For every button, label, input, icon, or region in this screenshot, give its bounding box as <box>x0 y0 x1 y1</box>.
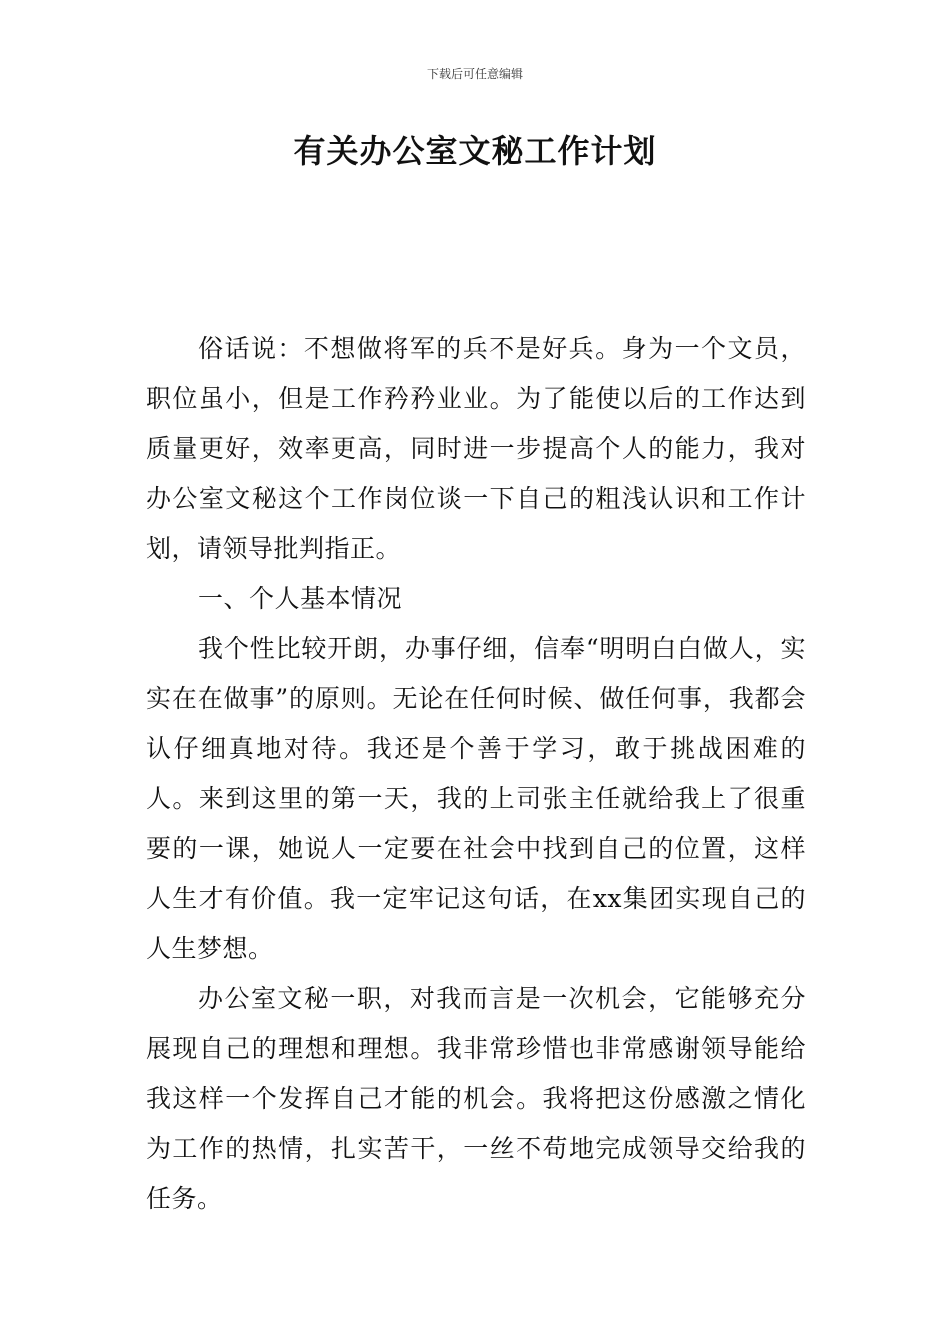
section-heading-personal-info: 一、个人基本情况 <box>198 584 403 613</box>
document-body <box>146 324 806 1224</box>
document-title: 有关办公室文秘工作计划 <box>293 132 657 170</box>
paragraph-intro: 俗话说：不想做将军的兵不是好兵。身为一个文员，职位虽小，但是工作矜矜业业。为了能使以后的工作达到质量更好，效率更高，同时进一步提高个人的能力，我对办公室文秘这个工作岗位谈一下自己的粗浅认识和工作计划，请领导批判指正。 <box>146 334 806 563</box>
paragraph-personality: 我个性比较开朗，办事仔细，信奉“明明白白做人，实实在在做事”的原则。无论在任何时候、做任何事，我都会认仔细真地对待。我还是个善于学习，敢于挑战困难的人。来到这里的第一天，我的上司张主任就给我上了很重要的一课，她说人一定要在社会中找到自己的位置，这样人生才有价值。我一定牢记这句话，在xx集团实现自己的人生梦想。 <box>146 634 806 963</box>
header-note: 下载后可任意编辑 <box>426 67 523 81</box>
paragraph-opportunity: 办公室文秘一职，对我而言是一次机会，它能够充分展现自己的理想和理想。我非常珍惜也非常感谢领导能给我这样一个发挥自己才能的机会。我将把这份感激之情化为工作的热情，扎实苦干，一丝不苟地完成领导交给我的任务。 <box>146 984 806 1213</box>
